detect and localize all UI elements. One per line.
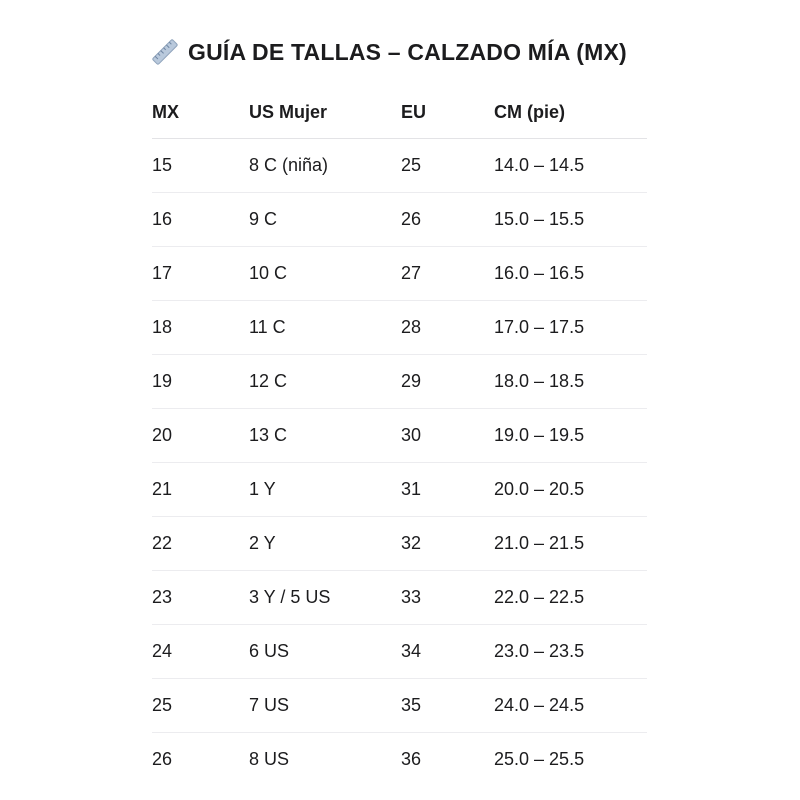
cell-cm: 23.0 – 23.5	[494, 625, 647, 679]
table-row	[152, 571, 647, 625]
cell-eu: 36	[401, 749, 422, 769]
cell-us: 8 C (niña)	[249, 139, 401, 193]
table-row	[152, 193, 647, 247]
table-row	[152, 517, 647, 571]
cell-mx: 23	[152, 571, 249, 625]
cell-us: 8 US	[249, 749, 290, 769]
table-row	[152, 355, 647, 409]
cell-us: 2 Y	[249, 517, 401, 571]
cell-cm: 24.0 – 24.5	[494, 679, 647, 733]
cell-eu: 25	[401, 139, 494, 193]
cell-cm: 16.0 – 16.5	[494, 247, 647, 301]
column-header-eu: EU	[401, 86, 494, 139]
cell-mx: 16	[152, 193, 249, 247]
table-row	[152, 463, 647, 517]
cell-cm: 18.0 – 18.5	[494, 355, 647, 409]
cell-us: 7 US	[249, 679, 401, 733]
cell-us: 1 Y	[249, 463, 401, 517]
cell-cm: 22.0 – 22.5	[494, 571, 647, 625]
cell-eu: 30	[401, 409, 494, 463]
column-header-us: US Mujer	[249, 86, 401, 139]
column-header-cm: CM (pie)	[494, 86, 647, 139]
cell-us: 10 C	[249, 247, 401, 301]
cell-eu: 26	[401, 193, 494, 247]
cell-mx: 26	[152, 749, 173, 769]
cell-us: 13 C	[249, 409, 401, 463]
table-row	[152, 409, 647, 463]
table-row	[152, 139, 647, 193]
table-row	[152, 301, 647, 355]
table-row	[152, 625, 647, 679]
cell-cm: 19.0 – 19.5	[494, 409, 647, 463]
cell-mx: 18	[152, 301, 249, 355]
cell-eu: 31	[401, 463, 494, 517]
size-table	[152, 86, 647, 786]
cell-us: 11 C	[249, 301, 401, 355]
cell-eu: 27	[401, 247, 494, 301]
cell-eu: 35	[401, 679, 494, 733]
cell-eu: 29	[401, 355, 494, 409]
cell-us: 3 Y / 5 US	[249, 571, 401, 625]
cell-mx: 19	[152, 355, 249, 409]
cell-us: 9 C	[249, 193, 401, 247]
cell-cm: 15.0 – 15.5	[494, 193, 647, 247]
cell-mx: 21	[152, 463, 249, 517]
table-body	[152, 139, 647, 787]
cell-cm: 25.0 – 25.5	[494, 749, 585, 769]
cell-us: 12 C	[249, 355, 401, 409]
cell-eu: 34	[401, 625, 494, 679]
cell-cm: 21.0 – 21.5	[494, 517, 647, 571]
cell-us: 6 US	[249, 625, 401, 679]
cell-cm: 17.0 – 17.5	[494, 301, 647, 355]
page-title: GUÍA DE TALLAS – CALZADO MÍA (MX)	[188, 38, 627, 65]
table-row	[152, 247, 647, 301]
cell-mx: 17	[152, 247, 249, 301]
ruler-icon	[152, 39, 178, 65]
cell-mx: 24	[152, 625, 249, 679]
cell-mx: 15	[152, 139, 249, 193]
cell-cm: 20.0 – 20.5	[494, 463, 647, 517]
cell-mx: 20	[152, 409, 249, 463]
cell-cm: 14.0 – 14.5	[494, 139, 647, 193]
column-header-mx: MX	[152, 86, 249, 139]
cell-eu: 28	[401, 301, 494, 355]
cell-mx: 22	[152, 517, 249, 571]
cell-mx: 25	[152, 679, 249, 733]
title-row	[152, 30, 627, 74]
table-header-row	[152, 86, 647, 139]
cell-eu: 32	[401, 517, 494, 571]
table-row	[152, 733, 647, 787]
table-row	[152, 679, 647, 733]
cell-eu: 33	[401, 571, 494, 625]
